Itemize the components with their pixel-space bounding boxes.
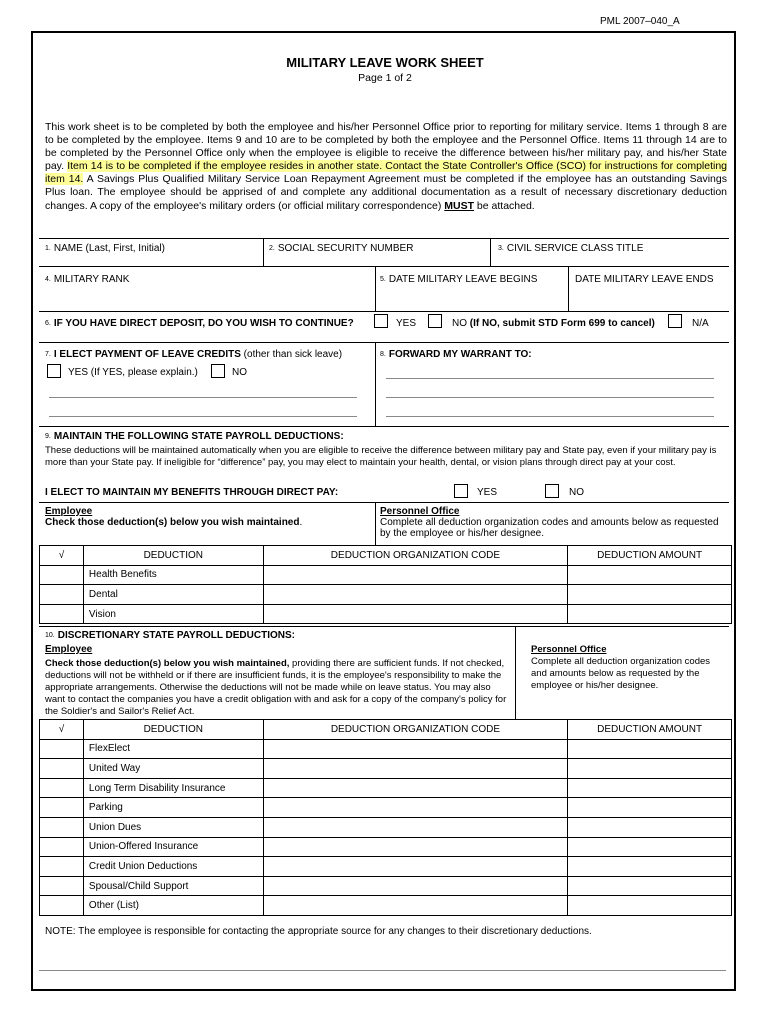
- org-code-cell[interactable]: [263, 565, 568, 585]
- amount-cell[interactable]: [568, 739, 732, 759]
- table-header-row: [40, 546, 732, 566]
- org-code-cell[interactable]: [263, 876, 568, 896]
- leave-ends-field[interactable]: DATE MILITARY LEAVE ENDS: [575, 274, 714, 285]
- org-code-column-header: DEDUCTION ORGANIZATION CODE: [263, 720, 568, 740]
- deduction-check-cell[interactable]: [40, 604, 84, 624]
- leave-credits-yes-label: YES (If YES, please explain.): [68, 367, 198, 378]
- instructions-paragraph: This work sheet is to be completed by both the employee and his/her Personnel Office prior to reporting for military service. Items 1 through 8 are to be completed by the employee. Items 9 and 10 are to be completed by both the employee and the Personnel Office. Items 11 through 14 are to be completed by the Personnel Office only when the employee is eligible to receive the difference between his/her military pay, and his/her State pay. Item 14 is to be completed if the employee resides in another state. Contact the State Controller's Office (SCO) for instructions for completing item 14. A Savings Plus Qualified Military Service Loan Repayment Agreement must be completed if the employee has an outstanding Savings Plus loan. The employee should be apprised of and complete any additional documentation as a result of necessary discretionary deduction changes. A copy of the employee's military orders (or official military correspondence) MUST be attached.: [45, 121, 728, 212]
- ssn-field[interactable]: 2. SOCIAL SECURITY NUMBER: [269, 243, 414, 254]
- warrant-address-line[interactable]: [386, 378, 714, 379]
- deposit-na-checkbox[interactable]: [668, 314, 682, 328]
- deduction-name: FlexElect: [83, 739, 263, 759]
- leave-credits-no-checkbox[interactable]: [211, 364, 225, 378]
- explain-line[interactable]: [49, 416, 357, 417]
- deduction-name: Other (List): [83, 896, 263, 916]
- deduction-check-cell[interactable]: [40, 896, 84, 916]
- deduction-check-cell[interactable]: [40, 837, 84, 857]
- class-title-field[interactable]: 3. CIVIL SERVICE CLASS TITLE: [498, 243, 644, 254]
- table-row: [40, 739, 732, 759]
- direct-pay-yes-checkbox[interactable]: [454, 484, 468, 498]
- section-10-employee-instructions: Check those deduction(s) below you wish maintained, providing there are sufficient funds. If not checked, deductions will not be withheld or if there are insufficient funds, it is the employee's responsibility to make the appropriate arrangements. Otherwise the deductions will not be made while on leave status. You may also want to contact the companies you have a credit obligation with and ask for a copy of the company's policy for the Soldier's and Sailor's Relief Act.: [45, 658, 507, 717]
- direct-pay-label: I ELECT TO MAINTAIN MY BENEFITS THROUGH DIRECT PAY:: [45, 487, 339, 498]
- section-10-deduction-table: [39, 719, 732, 916]
- direct-pay-no-checkbox[interactable]: [545, 484, 559, 498]
- org-code-cell[interactable]: [263, 585, 568, 605]
- direct-pay-no-label: NO: [569, 487, 584, 498]
- amount-column-header: DEDUCTION AMOUNT: [568, 546, 732, 566]
- page-title: MILITARY LEAVE WORK SHEET: [286, 55, 484, 70]
- section-9-personnel-office-instructions: Personnel Office Complete all deduction organization codes and amounts below as requested by the employee or his/her designee.: [380, 506, 719, 539]
- check-column-header: √: [40, 546, 84, 566]
- org-code-cell[interactable]: [263, 604, 568, 624]
- org-code-cell[interactable]: [263, 759, 568, 779]
- table-row: [40, 604, 732, 624]
- warrant-address-line[interactable]: [386, 397, 714, 398]
- form-code: PML 2007–040_A: [600, 16, 680, 27]
- section-9-deduction-table: [39, 545, 732, 624]
- amount-cell[interactable]: [568, 604, 732, 624]
- amount-column-header: DEDUCTION AMOUNT: [568, 720, 732, 740]
- table-row: [40, 585, 732, 605]
- check-column-header: √: [40, 720, 84, 740]
- deduction-check-cell[interactable]: [40, 565, 84, 585]
- leave-credits-label: 7. I ELECT PAYMENT OF LEAVE CREDITS (other than sick leave): [45, 349, 343, 360]
- section-9-body: These deductions will be maintained automatically when you are eligible to receive the difference between military pay and State pay, even if your military pay is more than your State pay. If ineligible for “difference” pay, you may elect to maintain your health, dental, or vision plans through direct pay at your cost.: [45, 445, 717, 468]
- org-code-cell[interactable]: [263, 896, 568, 916]
- explain-line[interactable]: [49, 397, 357, 398]
- section-10-title: 10. DISCRETIONARY STATE PAYROLL DEDUCTIONS:: [45, 630, 295, 641]
- amount-cell[interactable]: [568, 896, 732, 916]
- deduction-check-cell[interactable]: [40, 798, 84, 818]
- deposit-no-checkbox[interactable]: [428, 314, 442, 328]
- deduction-name: Credit Union Deductions: [83, 857, 263, 877]
- deduction-name: Union Dues: [83, 817, 263, 837]
- page-number: Page 1 of 2: [358, 72, 412, 84]
- section-10-personnel-office-instructions: Personnel Office Complete all deduction organization codes and amounts below as requested by the employee or his/her designee.: [531, 644, 711, 691]
- highlighted-instruction: Item 14 is to be completed if the employee resides in another state. Contact the State Controller's Office (SCO) for instructions for completing item 14.: [45, 160, 728, 186]
- deduction-column-header: DEDUCTION: [83, 720, 263, 740]
- deduction-name: Dental: [83, 585, 263, 605]
- amount-cell[interactable]: [568, 817, 732, 837]
- amount-cell[interactable]: [568, 857, 732, 877]
- org-code-cell[interactable]: [263, 817, 568, 837]
- deduction-name: Long Term Disability Insurance: [83, 778, 263, 798]
- forward-warrant-label: 8. FORWARD MY WARRANT TO:: [380, 349, 532, 360]
- section-9-employee-instructions: Employee Check those deduction(s) below you wish maintained.: [45, 506, 303, 528]
- direct-pay-yes-label: YES: [477, 487, 498, 498]
- warrant-address-line[interactable]: [386, 416, 714, 417]
- deposit-yes-checkbox[interactable]: [374, 314, 388, 328]
- table-row: [40, 857, 732, 877]
- table-row: [40, 837, 732, 857]
- deduction-name: Union-Offered Insurance: [83, 837, 263, 857]
- deduction-name: Health Benefits: [83, 565, 263, 585]
- table-row: [40, 759, 732, 779]
- leave-credits-no-label: NO: [232, 367, 247, 378]
- table-row: [40, 896, 732, 916]
- amount-cell[interactable]: [568, 876, 732, 896]
- deduction-name: United Way: [83, 759, 263, 779]
- name-field[interactable]: 1. NAME (Last, First, Initial): [45, 243, 165, 254]
- table-row: [40, 565, 732, 585]
- discretionary-note: NOTE: The employee is responsible for contacting the appropriate source for any changes to their discretionary deductions.: [45, 926, 592, 937]
- deduction-check-cell[interactable]: [40, 759, 84, 779]
- leave-credits-yes-checkbox[interactable]: [47, 364, 61, 378]
- table-row: [40, 798, 732, 818]
- amount-cell[interactable]: [568, 798, 732, 818]
- deduction-check-cell[interactable]: [40, 876, 84, 896]
- table-row: [40, 817, 732, 837]
- org-code-cell[interactable]: [263, 798, 568, 818]
- deposit-yes-label: YES: [396, 318, 417, 329]
- table-row: [40, 876, 732, 896]
- deduction-check-cell[interactable]: [40, 778, 84, 798]
- amount-cell[interactable]: [568, 585, 732, 605]
- deposit-na-label: N/A: [692, 318, 709, 329]
- deduction-check-cell[interactable]: [40, 817, 84, 837]
- amount-cell[interactable]: [568, 565, 732, 585]
- deduction-check-cell[interactable]: [40, 585, 84, 605]
- bottom-rule: [39, 970, 726, 971]
- amount-cell[interactable]: [568, 759, 732, 779]
- deposit-no-label: NO (If NO, submit STD Form 699 to cancel): [452, 318, 655, 329]
- org-code-cell[interactable]: [263, 778, 568, 798]
- deduction-name: Vision: [83, 604, 263, 624]
- org-code-column-header: DEDUCTION ORGANIZATION CODE: [263, 546, 568, 566]
- table-row: [40, 778, 732, 798]
- section-10-employee-heading: Employee: [45, 644, 93, 655]
- org-code-cell[interactable]: [263, 739, 568, 759]
- org-code-cell[interactable]: [263, 837, 568, 857]
- amount-cell[interactable]: [568, 837, 732, 857]
- amount-cell[interactable]: [568, 778, 732, 798]
- deduction-name: Parking: [83, 798, 263, 818]
- leave-begins-field[interactable]: 5. DATE MILITARY LEAVE BEGINS: [380, 274, 538, 285]
- deduction-check-cell[interactable]: [40, 857, 84, 877]
- direct-deposit-question: 6. IF YOU HAVE DIRECT DEPOSIT, DO YOU WISH TO CONTINUE?: [45, 318, 354, 329]
- section-9-title: 9. MAINTAIN THE FOLLOWING STATE PAYROLL DEDUCTIONS:: [45, 431, 344, 442]
- deduction-check-cell[interactable]: [40, 739, 84, 759]
- org-code-cell[interactable]: [263, 857, 568, 877]
- table-header-row: [40, 720, 732, 740]
- deduction-column-header: DEDUCTION: [83, 546, 263, 566]
- military-rank-field[interactable]: 4. MILITARY RANK: [45, 274, 130, 285]
- deduction-name: Spousal/Child Support: [83, 876, 263, 896]
